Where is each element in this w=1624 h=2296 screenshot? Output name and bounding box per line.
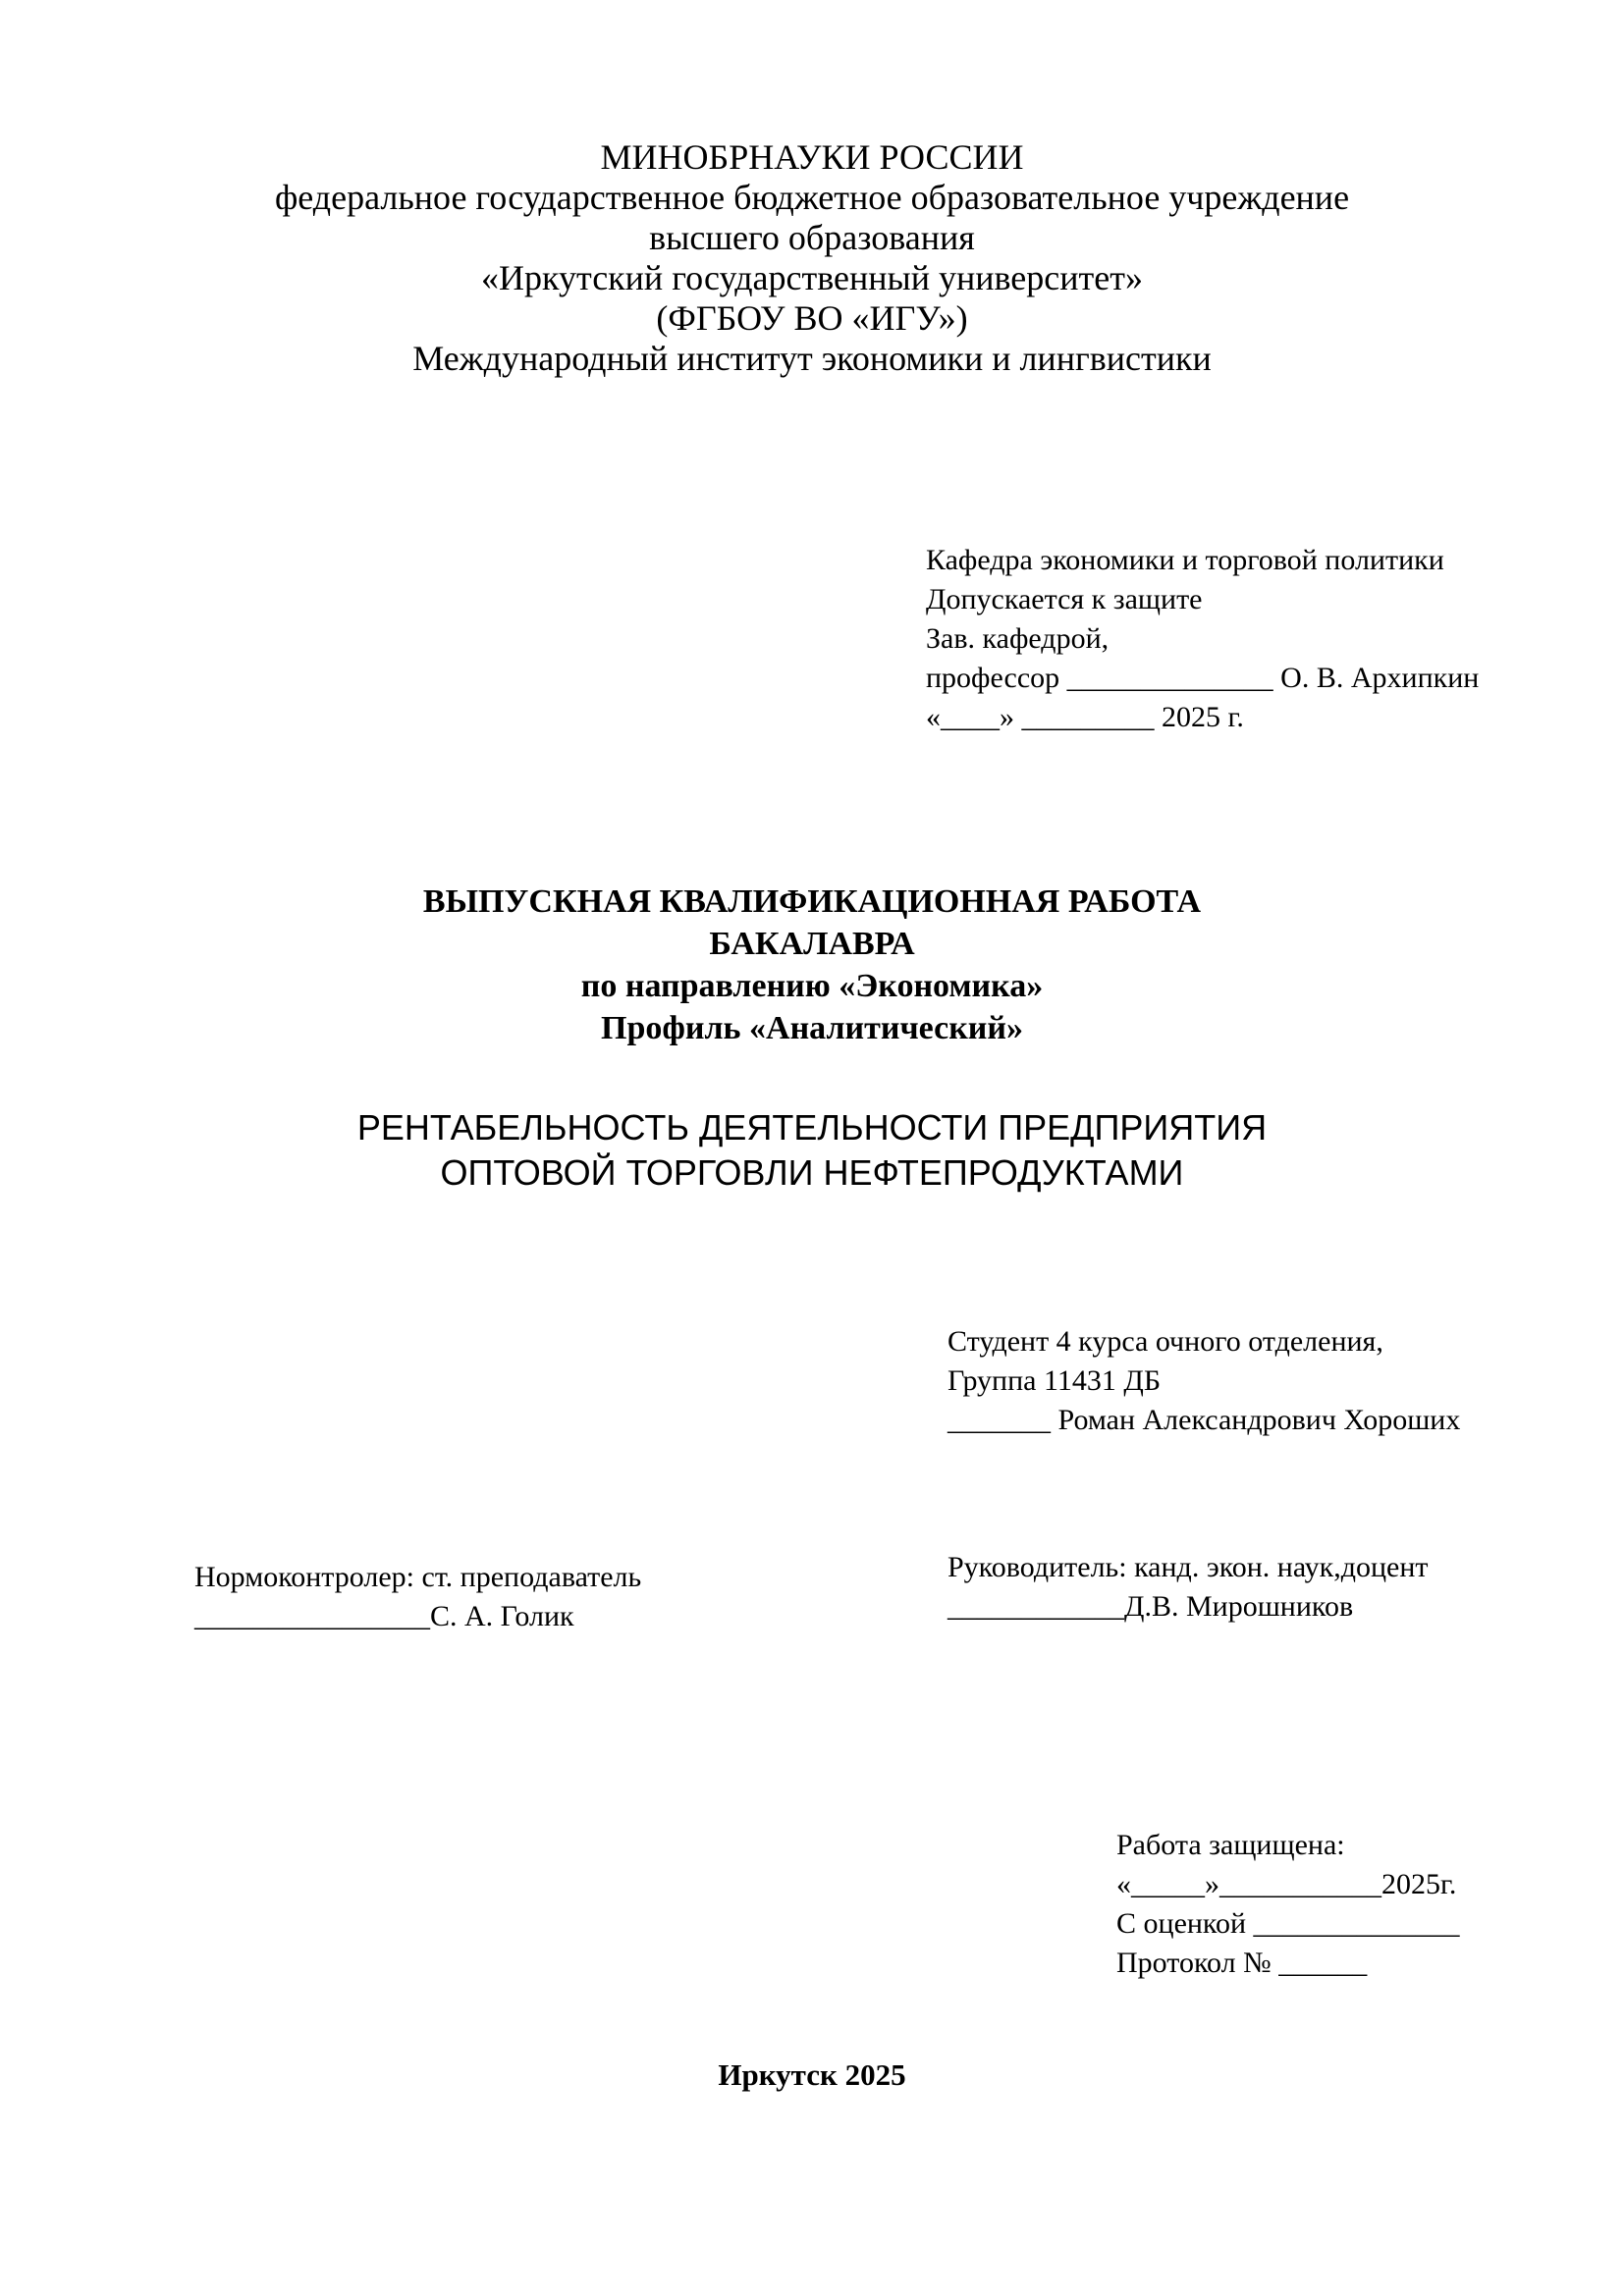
defense-block (1116, 1826, 1460, 1983)
normocontroller-name-line: ________________С. А. Голик (194, 1600, 574, 1632)
work-title-line-2: БАКАЛАВРА (709, 926, 915, 962)
direction-line: по направлению «Экономика» (580, 968, 1044, 1004)
student-course-line: Студент 4 курса очного отделения, (947, 1325, 1383, 1358)
city-year-block (0, 2056, 1624, 2095)
advisor-block (947, 1548, 1429, 1627)
topic-block (0, 1105, 1624, 1196)
topic-line-1: РЕНТАБЕЛЬНОСТЬ ДЕЯТЕЛЬНОСТИ ПРЕДПРИЯТИЯ (356, 1107, 1268, 1148)
head-line: Зав. кафедрой, (926, 622, 1110, 655)
university-name: «Иркутский государственный университет» (481, 258, 1143, 297)
profile-line: Профиль «Аналитический» (601, 1010, 1023, 1046)
defense-protocol-line: Протокол № ______ (1116, 1947, 1368, 1979)
header-block (0, 137, 1624, 379)
university-abbreviation: (ФГБОУ ВО «ИГУ») (656, 298, 968, 338)
defense-status: Работа защищена: (1116, 1829, 1345, 1861)
defense-date-line: «_____»___________2025г. (1116, 1868, 1457, 1900)
normocontroller-block (194, 1558, 641, 1636)
approval-date-line: «____» _________ 2025 г. (926, 701, 1244, 733)
defense-grade-line: С оценкой ______________ (1116, 1907, 1460, 1940)
student-group-line: Группа 11431 ДБ (947, 1364, 1162, 1397)
institution-line-2: высшего образования (649, 218, 975, 257)
ministry-line: МИНОБРНАУКИ РОССИИ (600, 137, 1024, 177)
student-name-line: _______ Роман Александрович Хороших (947, 1404, 1461, 1436)
topic-line-2: ОПТОВОЙ ТОРГОВЛИ НЕФТЕПРОДУКТАМИ (440, 1152, 1184, 1193)
admitted-line: Допускается к защите (926, 583, 1203, 615)
work-title-block (0, 881, 1624, 1049)
city-year: Иркутск 2025 (718, 2057, 906, 2092)
work-title-line-1: ВЫПУСКНАЯ КВАЛИФИКАЦИОННАЯ РАБОТА (422, 883, 1202, 920)
normocontroller-role: Нормоконтролер: ст. преподаватель (194, 1561, 642, 1593)
student-block (947, 1322, 1460, 1440)
advisor-role: Руководитель: канд. экон. наук,доцент (947, 1551, 1429, 1583)
professor-signature-line: профессор ______________ О. В. Архипкин (926, 662, 1480, 694)
department-name: Кафедра экономики и торговой политики (926, 544, 1444, 576)
institute-name: Международный институт экономики и лингвистики (412, 339, 1212, 378)
approval-block (926, 541, 1479, 737)
institution-line-1: федеральное государственное бюджетное образовательное учреждение (274, 178, 1350, 217)
advisor-name-line: ____________Д.В. Мирошников (947, 1590, 1354, 1623)
